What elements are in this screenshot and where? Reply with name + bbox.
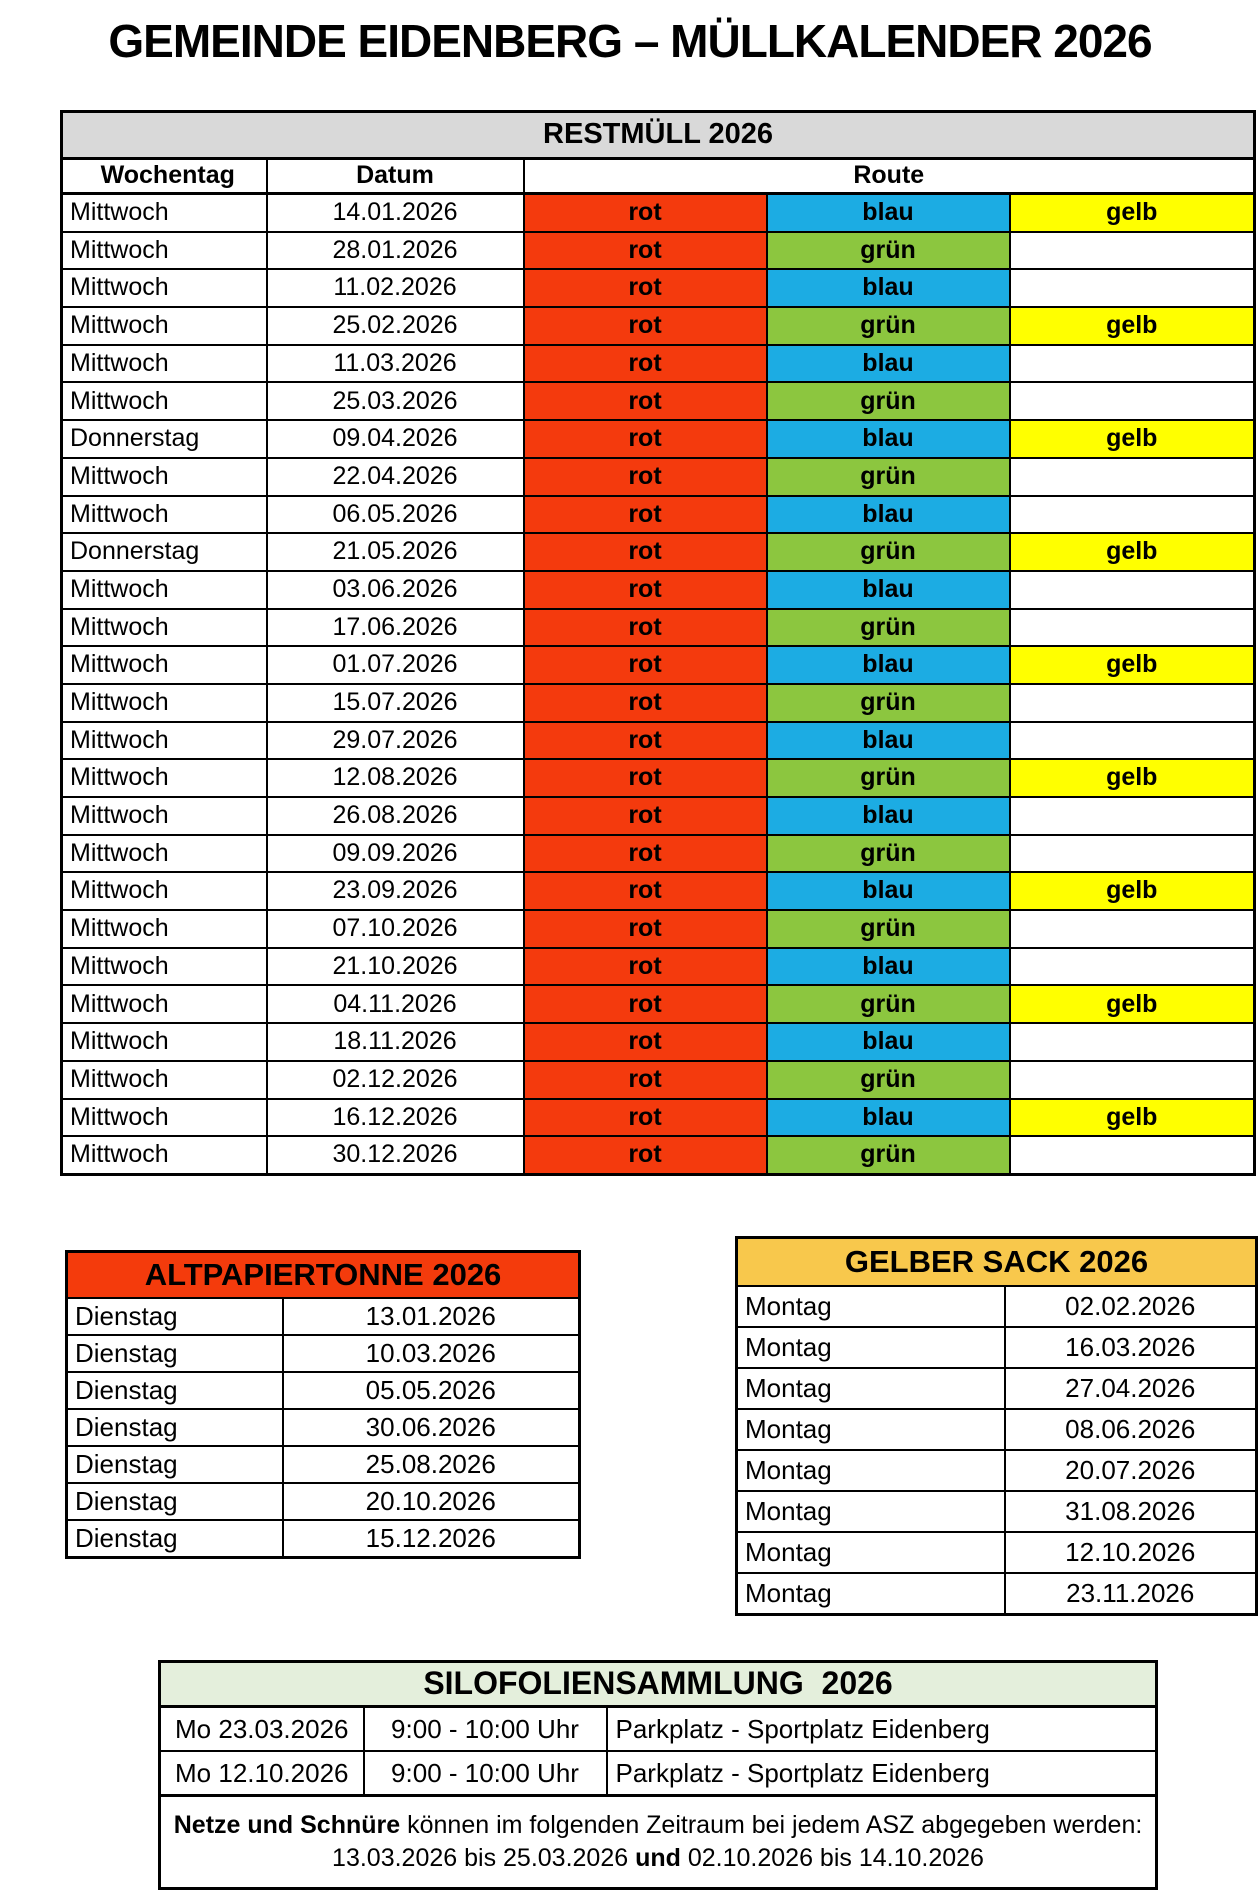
gelber-sack-row: [737, 1491, 1257, 1532]
restmuell-route-cell-1: rot: [524, 269, 767, 307]
restmuell-row-weekday: Mittwoch: [62, 1061, 267, 1099]
restmuell-route-cell-2: grün: [767, 1136, 1010, 1174]
restmuell-row-weekday: Mittwoch: [62, 307, 267, 345]
restmuell-row: [62, 458, 1255, 496]
altpapier-row-date: 15.12.2026: [283, 1520, 580, 1558]
altpapier-row-weekday: Dienstag: [67, 1372, 283, 1409]
restmuell-route-cell-1: rot: [524, 835, 767, 873]
restmuell-row: [62, 1136, 1255, 1174]
restmuell-title-row: [62, 112, 1255, 159]
restmuell-row-weekday: Mittwoch: [62, 269, 267, 307]
restmuell-route-cell-1: rot: [524, 458, 767, 496]
page-title: GEMEINDE EIDENBERG – MÜLLKALENDER 2026: [108, 15, 1152, 67]
silofolien-note-rest: können im folgenden Zeitraum bei jedem ASZ abgegeben werden:: [400, 1810, 1143, 1839]
gelber-sack-row: [737, 1327, 1257, 1368]
silofolien-table: [158, 1660, 1158, 1890]
restmuell-row-weekday: Mittwoch: [62, 571, 267, 609]
restmuell-row-weekday: Mittwoch: [62, 194, 267, 232]
restmuell-route-cell-1: rot: [524, 496, 767, 534]
restmuell-row-date: 16.12.2026: [267, 1099, 524, 1137]
restmuell-row-weekday: Mittwoch: [62, 1136, 267, 1174]
silofolien-note-line2: [161, 1845, 1155, 1873]
restmuell-row-date: 23.09.2026: [267, 872, 524, 910]
restmuell-route-cell-1: rot: [524, 646, 767, 684]
restmuell-route-cell-3: [1010, 1023, 1255, 1061]
restmuell-row-date: 22.04.2026: [267, 458, 524, 496]
gelber-sack-row-date: 27.04.2026: [1005, 1368, 1257, 1409]
altpapier-row-weekday: Dienstag: [67, 1483, 283, 1520]
restmuell-row: [62, 759, 1255, 797]
restmuell-row: [62, 1061, 1255, 1099]
altpapier-row: [67, 1446, 580, 1483]
silofolien-row: [160, 1751, 1157, 1796]
restmuell-route-cell-2: blau: [767, 496, 1010, 534]
restmuell-row-date: 21.10.2026: [267, 948, 524, 986]
gelber-sack-title-row: [737, 1238, 1257, 1287]
restmuell-route-cell-1: rot: [524, 1061, 767, 1099]
gelber-sack-row-date: 02.02.2026: [1005, 1286, 1257, 1327]
restmuell-row-weekday: Mittwoch: [62, 382, 267, 420]
restmuell-route-cell-3: gelb: [1010, 533, 1255, 571]
restmuell-row-date: 25.02.2026: [267, 307, 524, 345]
restmuell-route-cell-2: grün: [767, 835, 1010, 873]
altpapier-row: [67, 1520, 580, 1558]
restmuell-row: [62, 684, 1255, 722]
restmuell-row-date: 04.11.2026: [267, 985, 524, 1023]
restmuell-row-weekday: Mittwoch: [62, 797, 267, 835]
gelber-sack-title: GELBER SACK 2026: [737, 1238, 1257, 1287]
restmuell-route-cell-3: gelb: [1010, 194, 1255, 232]
restmuell-route-cell-3: [1010, 571, 1255, 609]
restmuell-route-cell-2: blau: [767, 872, 1010, 910]
restmuell-route-cell-1: rot: [524, 759, 767, 797]
gelber-sack-row-weekday: Montag: [737, 1491, 1005, 1532]
restmuell-row-weekday: Mittwoch: [62, 722, 267, 760]
silofolien-note2-bold: und: [635, 1844, 681, 1872]
restmuell-route-cell-3: [1010, 232, 1255, 270]
restmuell-route-cell-1: rot: [524, 382, 767, 420]
altpapier-row-weekday: Dienstag: [67, 1520, 283, 1558]
restmuell-row-date: 01.07.2026: [267, 646, 524, 684]
restmuell-route-cell-3: gelb: [1010, 1099, 1255, 1137]
restmuell-route-cell-3: gelb: [1010, 872, 1255, 910]
restmuell-route-cell-1: rot: [524, 1136, 767, 1174]
restmuell-route-cell-3: [1010, 269, 1255, 307]
restmuell-row-weekday: Mittwoch: [62, 609, 267, 647]
restmuell-route-cell-3: gelb: [1010, 985, 1255, 1023]
restmuell-row: [62, 609, 1255, 647]
gelber-sack-row-weekday: Montag: [737, 1573, 1005, 1615]
restmuell-route-cell-2: blau: [767, 722, 1010, 760]
restmuell-row-date: 25.03.2026: [267, 382, 524, 420]
restmuell-route-cell-2: grün: [767, 533, 1010, 571]
restmuell-route-cell-2: grün: [767, 684, 1010, 722]
restmuell-route-cell-3: [1010, 496, 1255, 534]
restmuell-row-date: 29.07.2026: [267, 722, 524, 760]
restmuell-route-cell-2: grün: [767, 307, 1010, 345]
restmuell-route-cell-2: blau: [767, 571, 1010, 609]
restmuell-row: [62, 345, 1255, 383]
restmuell-route-cell-2: blau: [767, 194, 1010, 232]
restmuell-route-cell-3: [1010, 1061, 1255, 1099]
gelber-sack-row-weekday: Montag: [737, 1286, 1005, 1327]
restmuell-route-cell-2: grün: [767, 609, 1010, 647]
altpapier-row-weekday: Dienstag: [67, 1446, 283, 1483]
gelber-sack-row-date: 23.11.2026: [1005, 1573, 1257, 1615]
restmuell-route-cell-1: rot: [524, 684, 767, 722]
restmuell-row: [62, 722, 1255, 760]
gelber-sack-row: [737, 1368, 1257, 1409]
restmuell-row: [62, 910, 1255, 948]
restmuell-route-cell-1: rot: [524, 307, 767, 345]
gelber-sack-row: [737, 1450, 1257, 1491]
silofolien-row-location: Parkplatz - Sportplatz Eidenberg: [607, 1707, 1157, 1752]
restmuell-row-weekday: Mittwoch: [62, 872, 267, 910]
altpapier-title: ALTPAPIERTONNE 2026: [67, 1252, 580, 1299]
restmuell-row-date: 28.01.2026: [267, 232, 524, 270]
restmuell-route-cell-1: rot: [524, 533, 767, 571]
restmuell-route-cell-1: rot: [524, 1099, 767, 1137]
gelber-sack-row: [737, 1286, 1257, 1327]
restmuell-row: [62, 420, 1255, 458]
restmuell-route-cell-1: rot: [524, 985, 767, 1023]
gelber-sack-row-weekday: Montag: [737, 1450, 1005, 1491]
restmuell-row-date: 11.02.2026: [267, 269, 524, 307]
altpapier-row-weekday: Dienstag: [67, 1409, 283, 1446]
restmuell-row: [62, 269, 1255, 307]
restmuell-row-weekday: Mittwoch: [62, 684, 267, 722]
restmuell-header-row: [62, 159, 1255, 194]
restmuell-route-cell-3: gelb: [1010, 646, 1255, 684]
restmuell-row: [62, 533, 1255, 571]
restmuell-row-weekday: Mittwoch: [62, 232, 267, 270]
restmuell-row-weekday: Mittwoch: [62, 345, 267, 383]
restmuell-row: [62, 948, 1255, 986]
restmuell-row-date: 09.09.2026: [267, 835, 524, 873]
silofolien-note-line1: [161, 1812, 1155, 1840]
gelber-sack-row-weekday: Montag: [737, 1532, 1005, 1573]
restmuell-route-cell-1: rot: [524, 1023, 767, 1061]
restmuell-route-cell-3: [1010, 382, 1255, 420]
restmuell-row: [62, 835, 1255, 873]
restmuell-row-date: 14.01.2026: [267, 194, 524, 232]
restmuell-row-weekday: Mittwoch: [62, 835, 267, 873]
altpapier-row: [67, 1298, 580, 1335]
silofolien-row-date: Mo 23.03.2026: [160, 1707, 364, 1752]
restmuell-route-cell-2: grün: [767, 1061, 1010, 1099]
altpapier-row: [67, 1483, 580, 1520]
altpapier-row-date: 13.01.2026: [283, 1298, 580, 1335]
restmuell-row-weekday: Mittwoch: [62, 1099, 267, 1137]
restmuell-row-date: 09.04.2026: [267, 420, 524, 458]
silofolien-row-location: Parkplatz - Sportplatz Eidenberg: [607, 1751, 1157, 1796]
restmuell-row: [62, 985, 1255, 1023]
silofolien-row-date: Mo 12.10.2026: [160, 1751, 364, 1796]
restmuell-row-weekday: Donnerstag: [62, 533, 267, 571]
restmuell-row-weekday: Mittwoch: [62, 910, 267, 948]
restmuell-route-cell-2: grün: [767, 985, 1010, 1023]
gelber-sack-row-weekday: Montag: [737, 1327, 1005, 1368]
silofolien-note-bold: Netze und Schnüre: [173, 1810, 401, 1839]
restmuell-row: [62, 382, 1255, 420]
restmuell-route-cell-1: rot: [524, 948, 767, 986]
restmuell-row-weekday: Mittwoch: [62, 985, 267, 1023]
restmuell-row-weekday: Donnerstag: [62, 420, 267, 458]
restmuell-route-cell-3: gelb: [1010, 307, 1255, 345]
restmuell-route-cell-2: grün: [767, 382, 1010, 420]
altpapier-table: [65, 1250, 581, 1559]
altpapier-row: [67, 1335, 580, 1372]
restmuell-route-cell-1: rot: [524, 345, 767, 383]
restmuell-route-cell-2: grün: [767, 232, 1010, 270]
gelber-sack-row: [737, 1573, 1257, 1615]
restmuell-route-cell-3: [1010, 835, 1255, 873]
restmuell-route-cell-2: grün: [767, 458, 1010, 496]
restmuell-row: [62, 1099, 1255, 1137]
gelber-sack-row-date: 31.08.2026: [1005, 1491, 1257, 1532]
restmuell-row-date: 21.05.2026: [267, 533, 524, 571]
restmuell-row: [62, 194, 1255, 232]
restmuell-row-date: 03.06.2026: [267, 571, 524, 609]
altpapier-row-date: 25.08.2026: [283, 1446, 580, 1483]
altpapier-title-row: [67, 1252, 580, 1299]
restmuell-row-date: 15.07.2026: [267, 684, 524, 722]
silofolien-note: [160, 1796, 1157, 1889]
restmuell-row: [62, 571, 1255, 609]
silofolien-row-time: 9:00 - 10:00 Uhr: [364, 1707, 607, 1752]
restmuell-route-cell-1: rot: [524, 797, 767, 835]
silofolien-row: [160, 1707, 1157, 1752]
restmuell-row: [62, 646, 1255, 684]
restmuell-route-cell-3: [1010, 458, 1255, 496]
restmuell-row: [62, 496, 1255, 534]
restmuell-route-cell-2: blau: [767, 797, 1010, 835]
restmuell-col-wochentag: Wochentag: [62, 159, 267, 194]
silofolien-title: SILOFOLIENSAMMLUNG 2026: [160, 1662, 1157, 1707]
restmuell-route-cell-2: blau: [767, 948, 1010, 986]
restmuell-row: [62, 872, 1255, 910]
restmuell-row-date: 26.08.2026: [267, 797, 524, 835]
altpapier-row-date: 10.03.2026: [283, 1335, 580, 1372]
silofolien-note-row: [160, 1796, 1157, 1889]
altpapier-row-date: 05.05.2026: [283, 1372, 580, 1409]
altpapier-row: [67, 1409, 580, 1446]
restmuell-route-cell-1: rot: [524, 232, 767, 270]
gelber-sack-row-weekday: Montag: [737, 1368, 1005, 1409]
restmuell-row-date: 30.12.2026: [267, 1136, 524, 1174]
restmuell-route-cell-1: rot: [524, 609, 767, 647]
restmuell-route-cell-2: blau: [767, 646, 1010, 684]
restmuell-route-cell-2: blau: [767, 1023, 1010, 1061]
altpapier-row-date: 30.06.2026: [283, 1409, 580, 1446]
restmuell-route-cell-1: rot: [524, 194, 767, 232]
restmuell-route-cell-3: [1010, 345, 1255, 383]
altpapier-row: [67, 1372, 580, 1409]
restmuell-route-cell-3: [1010, 948, 1255, 986]
restmuell-route-cell-2: grün: [767, 910, 1010, 948]
restmuell-row: [62, 232, 1255, 270]
restmuell-row-date: 12.08.2026: [267, 759, 524, 797]
gelber-sack-row-date: 08.06.2026: [1005, 1409, 1257, 1450]
restmuell-route-cell-3: [1010, 797, 1255, 835]
restmuell-row-date: 02.12.2026: [267, 1061, 524, 1099]
restmuell-route-cell-1: rot: [524, 722, 767, 760]
gelber-sack-row: [737, 1409, 1257, 1450]
restmuell-row-date: 07.10.2026: [267, 910, 524, 948]
restmuell-row: [62, 797, 1255, 835]
restmuell-route-cell-3: [1010, 910, 1255, 948]
restmuell-route-cell-3: [1010, 722, 1255, 760]
silofolien-note2-c: 02.10.2026 bis 14.10.2026: [680, 1844, 984, 1872]
restmuell-table: [60, 110, 1256, 1176]
gelber-sack-row-date: 12.10.2026: [1005, 1532, 1257, 1573]
restmuell-route-cell-3: [1010, 609, 1255, 647]
silofolien-title-row: [160, 1662, 1157, 1707]
restmuell-route-cell-3: gelb: [1010, 420, 1255, 458]
restmuell-row-weekday: Mittwoch: [62, 646, 267, 684]
restmuell-route-cell-1: rot: [524, 420, 767, 458]
restmuell-route-cell-3: [1010, 684, 1255, 722]
silofolien-note2-a: 13.03.2026 bis 25.03.2026: [332, 1844, 636, 1872]
restmuell-route-cell-3: [1010, 1136, 1255, 1174]
restmuell-route-cell-2: grün: [767, 759, 1010, 797]
restmuell-row-weekday: Mittwoch: [62, 1023, 267, 1061]
restmuell-row-date: 18.11.2026: [267, 1023, 524, 1061]
restmuell-route-cell-1: rot: [524, 872, 767, 910]
altpapier-row-weekday: Dienstag: [67, 1298, 283, 1335]
gelber-sack-row-weekday: Montag: [737, 1409, 1005, 1450]
gelber-sack-row: [737, 1532, 1257, 1573]
restmuell-route-cell-1: rot: [524, 571, 767, 609]
restmuell-route-cell-2: blau: [767, 345, 1010, 383]
restmuell-route-cell-1: rot: [524, 910, 767, 948]
restmuell-row: [62, 1023, 1255, 1061]
altpapier-row-date: 20.10.2026: [283, 1483, 580, 1520]
restmuell-row-weekday: Mittwoch: [62, 759, 267, 797]
restmuell-title: RESTMÜLL 2026: [62, 112, 1255, 159]
gelber-sack-table: [735, 1236, 1258, 1616]
restmuell-row-date: 17.06.2026: [267, 609, 524, 647]
restmuell-route-cell-3: gelb: [1010, 759, 1255, 797]
restmuell-col-datum: Datum: [267, 159, 524, 194]
restmuell-route-cell-2: blau: [767, 269, 1010, 307]
restmuell-row: [62, 307, 1255, 345]
restmuell-row-weekday: Mittwoch: [62, 948, 267, 986]
restmuell-route-cell-2: blau: [767, 1099, 1010, 1137]
restmuell-row-date: 11.03.2026: [267, 345, 524, 383]
silofolien-row-time: 9:00 - 10:00 Uhr: [364, 1751, 607, 1796]
restmuell-route-cell-2: blau: [767, 420, 1010, 458]
gelber-sack-row-date: 20.07.2026: [1005, 1450, 1257, 1491]
restmuell-row-weekday: Mittwoch: [62, 496, 267, 534]
restmuell-row-date: 06.05.2026: [267, 496, 524, 534]
restmuell-col-route: Route: [524, 159, 1255, 194]
altpapier-row-weekday: Dienstag: [67, 1335, 283, 1372]
restmuell-row-weekday: Mittwoch: [62, 458, 267, 496]
gelber-sack-row-date: 16.03.2026: [1005, 1327, 1257, 1368]
